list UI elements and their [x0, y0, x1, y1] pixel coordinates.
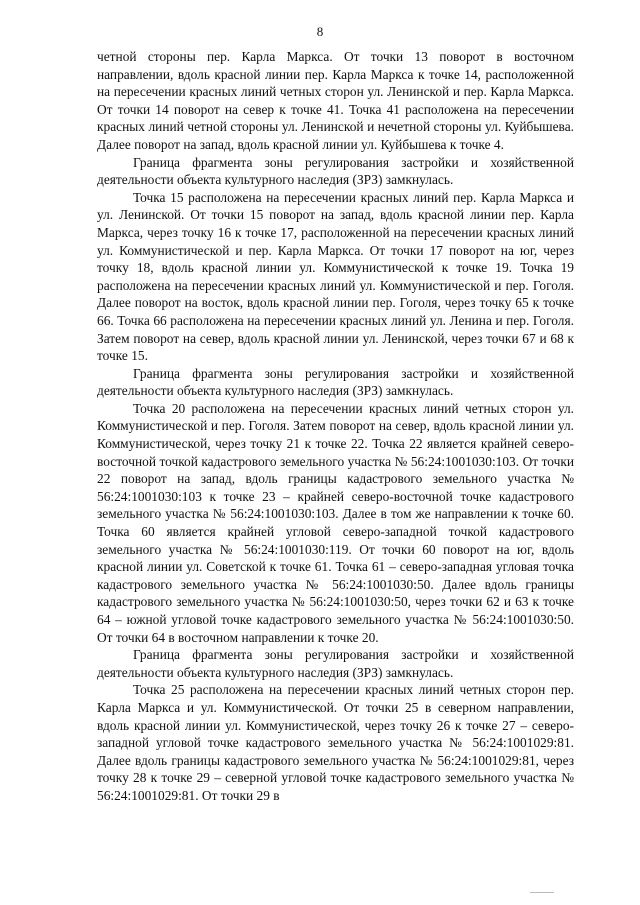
paragraph-5: Точка 20 расположена на пересечении красных линий четных сторон ул. Коммунистической и пер. Гоголя. Затем поворот на север, вдоль красной линии ул. Коммунистической, через точку 21 к точке 22. Точка 22 является крайней северо-восточной точкой кадастрового земельного участка № 56:24:1001030:103. От точки 22 поворот на запад, вдоль границы кадастрового земельного участка № 56:24:1001030:103 к точке 23 – крайней северо-восточной точке кадастрового земельного участка № 56:24:1001030:103. Далее в том же направлении к точке 60. Точка 60 является крайней угловой северо-западной точкой кадастрового земельного участка № 56:24:1001030:119. От точки 60 поворот на юг, вдоль красной линии ул. Советской к точке 61. Точка 61 – северо-западная угловая точка кадастрового земельного участка № 56:24:1001030:50. Далее вдоль границы кадастрового земельного участка № 56:24:1001030:50, через точки 62 и 63 к точке 64 – южной угловой точке кадастрового земельного участка № 56:24:1001030:50. От точки 64 в восточном направлении к точке 20. [97, 400, 574, 645]
paragraph-6: Граница фрагмента зоны регулирования застройки и хозяйственной деятельности объекта культурного наследия (ЗРЗ) замкнулась. [97, 647, 574, 680]
paragraph-2: Граница фрагмента зоны регулирования застройки и хозяйственной деятельности объекта культурного наследия (ЗРЗ) замкнулась. [97, 154, 574, 188]
paragraph-1: четной стороны пер. Карла Маркса. От точки 13 поворот в восточном направлении, вдоль красной линии пер. Карла Маркса к точке 14, расположенной на пересечении красных линий четных сторон ул. Ленинской и пер. Карла Маркса. От точки 14 поворот на север к точке 41. Точка 41 расположена на пересечении красных линий четной стороны ул. Ленинской и нечетной стороны ул. Куйбышева. Далее поворот на запад, вдоль красной линии ул. Куйбышева к точке 4. [97, 49, 574, 152]
document-body [97, 48, 574, 805]
paragraph-4: Граница фрагмента зоны регулирования застройки и хозяйственной деятельности объекта культурного наследия (ЗРЗ) замкнулась. [97, 365, 574, 399]
page-number: 8 [316, 24, 324, 39]
paragraph-3: Точка 15 расположена на пересечении красных линий пер. Карла Маркса и ул. Ленинской. От точки 15 поворот на запад, вдоль красной линии пер. Карла Маркса, через точку 16 к точке 17, расположенной на пересечении красных линий ул. Коммунистической и пер. Карла Маркса. От точки 17 поворот на юг, через точку 18, вдоль красной линии ул. Коммунистической к точке 19. Точка 19 расположена на пересечении красных линий ул. Коммунистической и пер. Гоголя. Далее поворот на восток, вдоль красной линии пер. Гоголя, через точку 65 к точке 66. Точка 66 расположена на пересечении красных линий ул. Ленина и пер. Гоголя. Затем поворот на север, вдоль красной линии ул. Ленинской, через точки 67 и 68 к точке 15. [97, 189, 574, 364]
scan-artifact [530, 892, 554, 893]
paragraph-7: Точка 25 расположена на пересечении красных линий четных сторон пер. Карла Маркса и ул. Коммунистической. От точки 25 в северном направлении, вдоль красной линии ул. Коммунистической, через точку 26 к точке 27 – северо-западной угловой точке кадастрового земельного участка № 56:24:1001029:81. Далее вдоль границы кадастрового земельного участка № 56:24:1001029:81, через точку 28 к точке 29 – северной угловой точке кадастрового земельного участка № 56:24:1001029:81. От точки 29 в [97, 682, 574, 803]
